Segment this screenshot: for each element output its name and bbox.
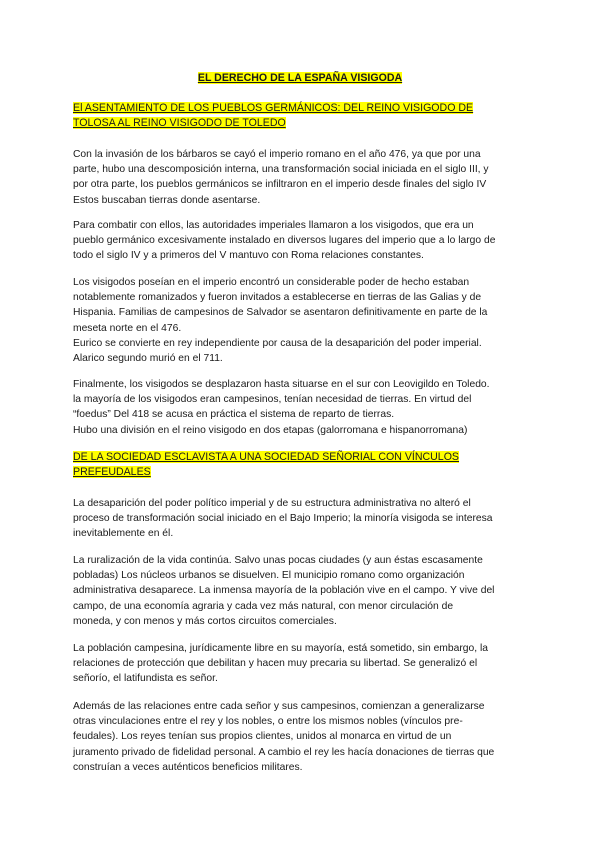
text-line: Hispania. Familias de campesinos de Salvador se asentaron definitivamente en parte de la (73, 307, 488, 319)
text-line: por otra parte, los pueblos germánicos se infiltraron en el imperio desde finales del siglo IV (73, 179, 487, 191)
text-line: La población campesina, jurídicamente libre en su mayoría, está sometido, sin embargo, la (73, 643, 488, 654)
text-line: relaciones de protección que debilitan y hacen muy precaria su libertad. Se generalizó el (73, 658, 478, 670)
paragraph (73, 553, 529, 629)
paragraph (73, 699, 529, 775)
text-line: juramento privado de fidelidad personal. A cambio el rey les hacía donaciones de tierras que (73, 746, 495, 758)
text-line: feudales). Los reyes tenían sus propios clientes, unidos al monarca en virtud de un (73, 731, 452, 743)
text-line: meseta norte en el 476. (73, 322, 182, 334)
text-line: inevitablemente en él. (73, 528, 174, 540)
text-line: la mayoría de los visigodos eran campesinos, tenían necesidad de tierras. En virtud del (73, 394, 472, 406)
paragraph (73, 641, 529, 687)
heading-line: El ASENTAMIENTO DE LOS PUEBLOS GERMÁNICOS: DEL REINO VISIGODO DE (73, 102, 474, 114)
text-line: La desaparición del poder político imperial y de su estructura administrativa no alteró el (73, 498, 471, 509)
text-line: “foedus” Del 418 se acusa en práctica el sistema de reparto de tierras. (73, 409, 395, 421)
text-line: La ruralización de la vida continúa. Salvo unas pocas ciudades (y aun éstas escasamente (73, 555, 483, 566)
text-line: señorío, el latifundista es señor. (73, 673, 218, 685)
text-line: administrativa desaparece. La inmensa mayoría de la población vive en el campo. Y vive del (73, 585, 495, 597)
text-line: pueblo germánico excesivamente instalado en diversos lugares del imperio que a lo largo de (73, 235, 496, 247)
document-title: EL DERECHO DE LA ESPAÑA VISIGODA (197, 72, 403, 84)
text-line: notablemente romanizados y fueron invitados a establecerse en tierras de las Galias y de (73, 292, 482, 304)
text-line: construían a veces auténticos beneficios militares. (73, 761, 303, 773)
text-line: moneda, y con menos y más cortos circuitos comerciales. (73, 615, 337, 627)
paragraph (73, 218, 529, 264)
text-line: pobladas) Los núcleos urbanos se disuelven. El municipio romano como organización (73, 570, 465, 582)
heading-line: DE LA SOCIEDAD ESCLAVISTA A UNA SOCIEDAD SEÑORIAL CON VÍNCULOS (73, 451, 459, 463)
text-line: otras vinculaciones entre el rey y los nobles, o entre los mismos nobles (vínculos pre- (73, 716, 463, 728)
section-heading-sociedad (73, 450, 513, 480)
text-line: Estos buscaban tierras donde asentarse. (73, 194, 261, 206)
paragraph (73, 377, 529, 438)
paragraph (73, 275, 529, 366)
section-heading-asentamiento (73, 101, 513, 131)
text-line: Alarico segundo murió en el 711. (73, 353, 223, 365)
text-line: Hubo una división en el reino visigodo en dos etapas (galorromana e hispanorromana) (73, 424, 468, 436)
text-line: Además de las relaciones entre cada señor y sus campesinos, comienzan a generalizarse (73, 701, 485, 712)
heading-line: TOLOSA AL REINO VISIGODO DE TOLEDO (73, 117, 286, 129)
paragraph (73, 147, 529, 208)
heading-line: PREFEUDALES (73, 466, 151, 478)
text-line: Finalmente, los visigodos se desplazaron hasta situarse en el sur con Leovigildo en Toledo. (73, 379, 490, 390)
text-line: parte, hubo una descomposición interna, una transformación social iniciada en el siglo III, y (73, 164, 489, 176)
text-line: todo el siglo IV y a primeros del V mantuvo con Roma relaciones constantes. (73, 250, 424, 262)
paragraph (73, 496, 529, 542)
text-line: Para combatir con ellos, las autoridades imperiales llamaron a los visigodos, que era un (73, 220, 474, 231)
text-line: proceso de transformación social iniciado en el Bajo Imperio; la minoría visigoda se interesa (73, 513, 493, 525)
text-line: Eurico se convierte en rey independiente por causa de la desaparición del poder imperial. (73, 337, 482, 349)
text-line: Con la invasión de los bárbaros se cayó el imperio romano en el año 476, ya que por una (73, 149, 481, 160)
text-line: Los visigodos poseían en el imperio encontró un considerable poder de hecho estaban (73, 277, 470, 288)
text-line: campo, de una economía agraria y cada vez más natural, con menor circulación de (73, 600, 454, 612)
